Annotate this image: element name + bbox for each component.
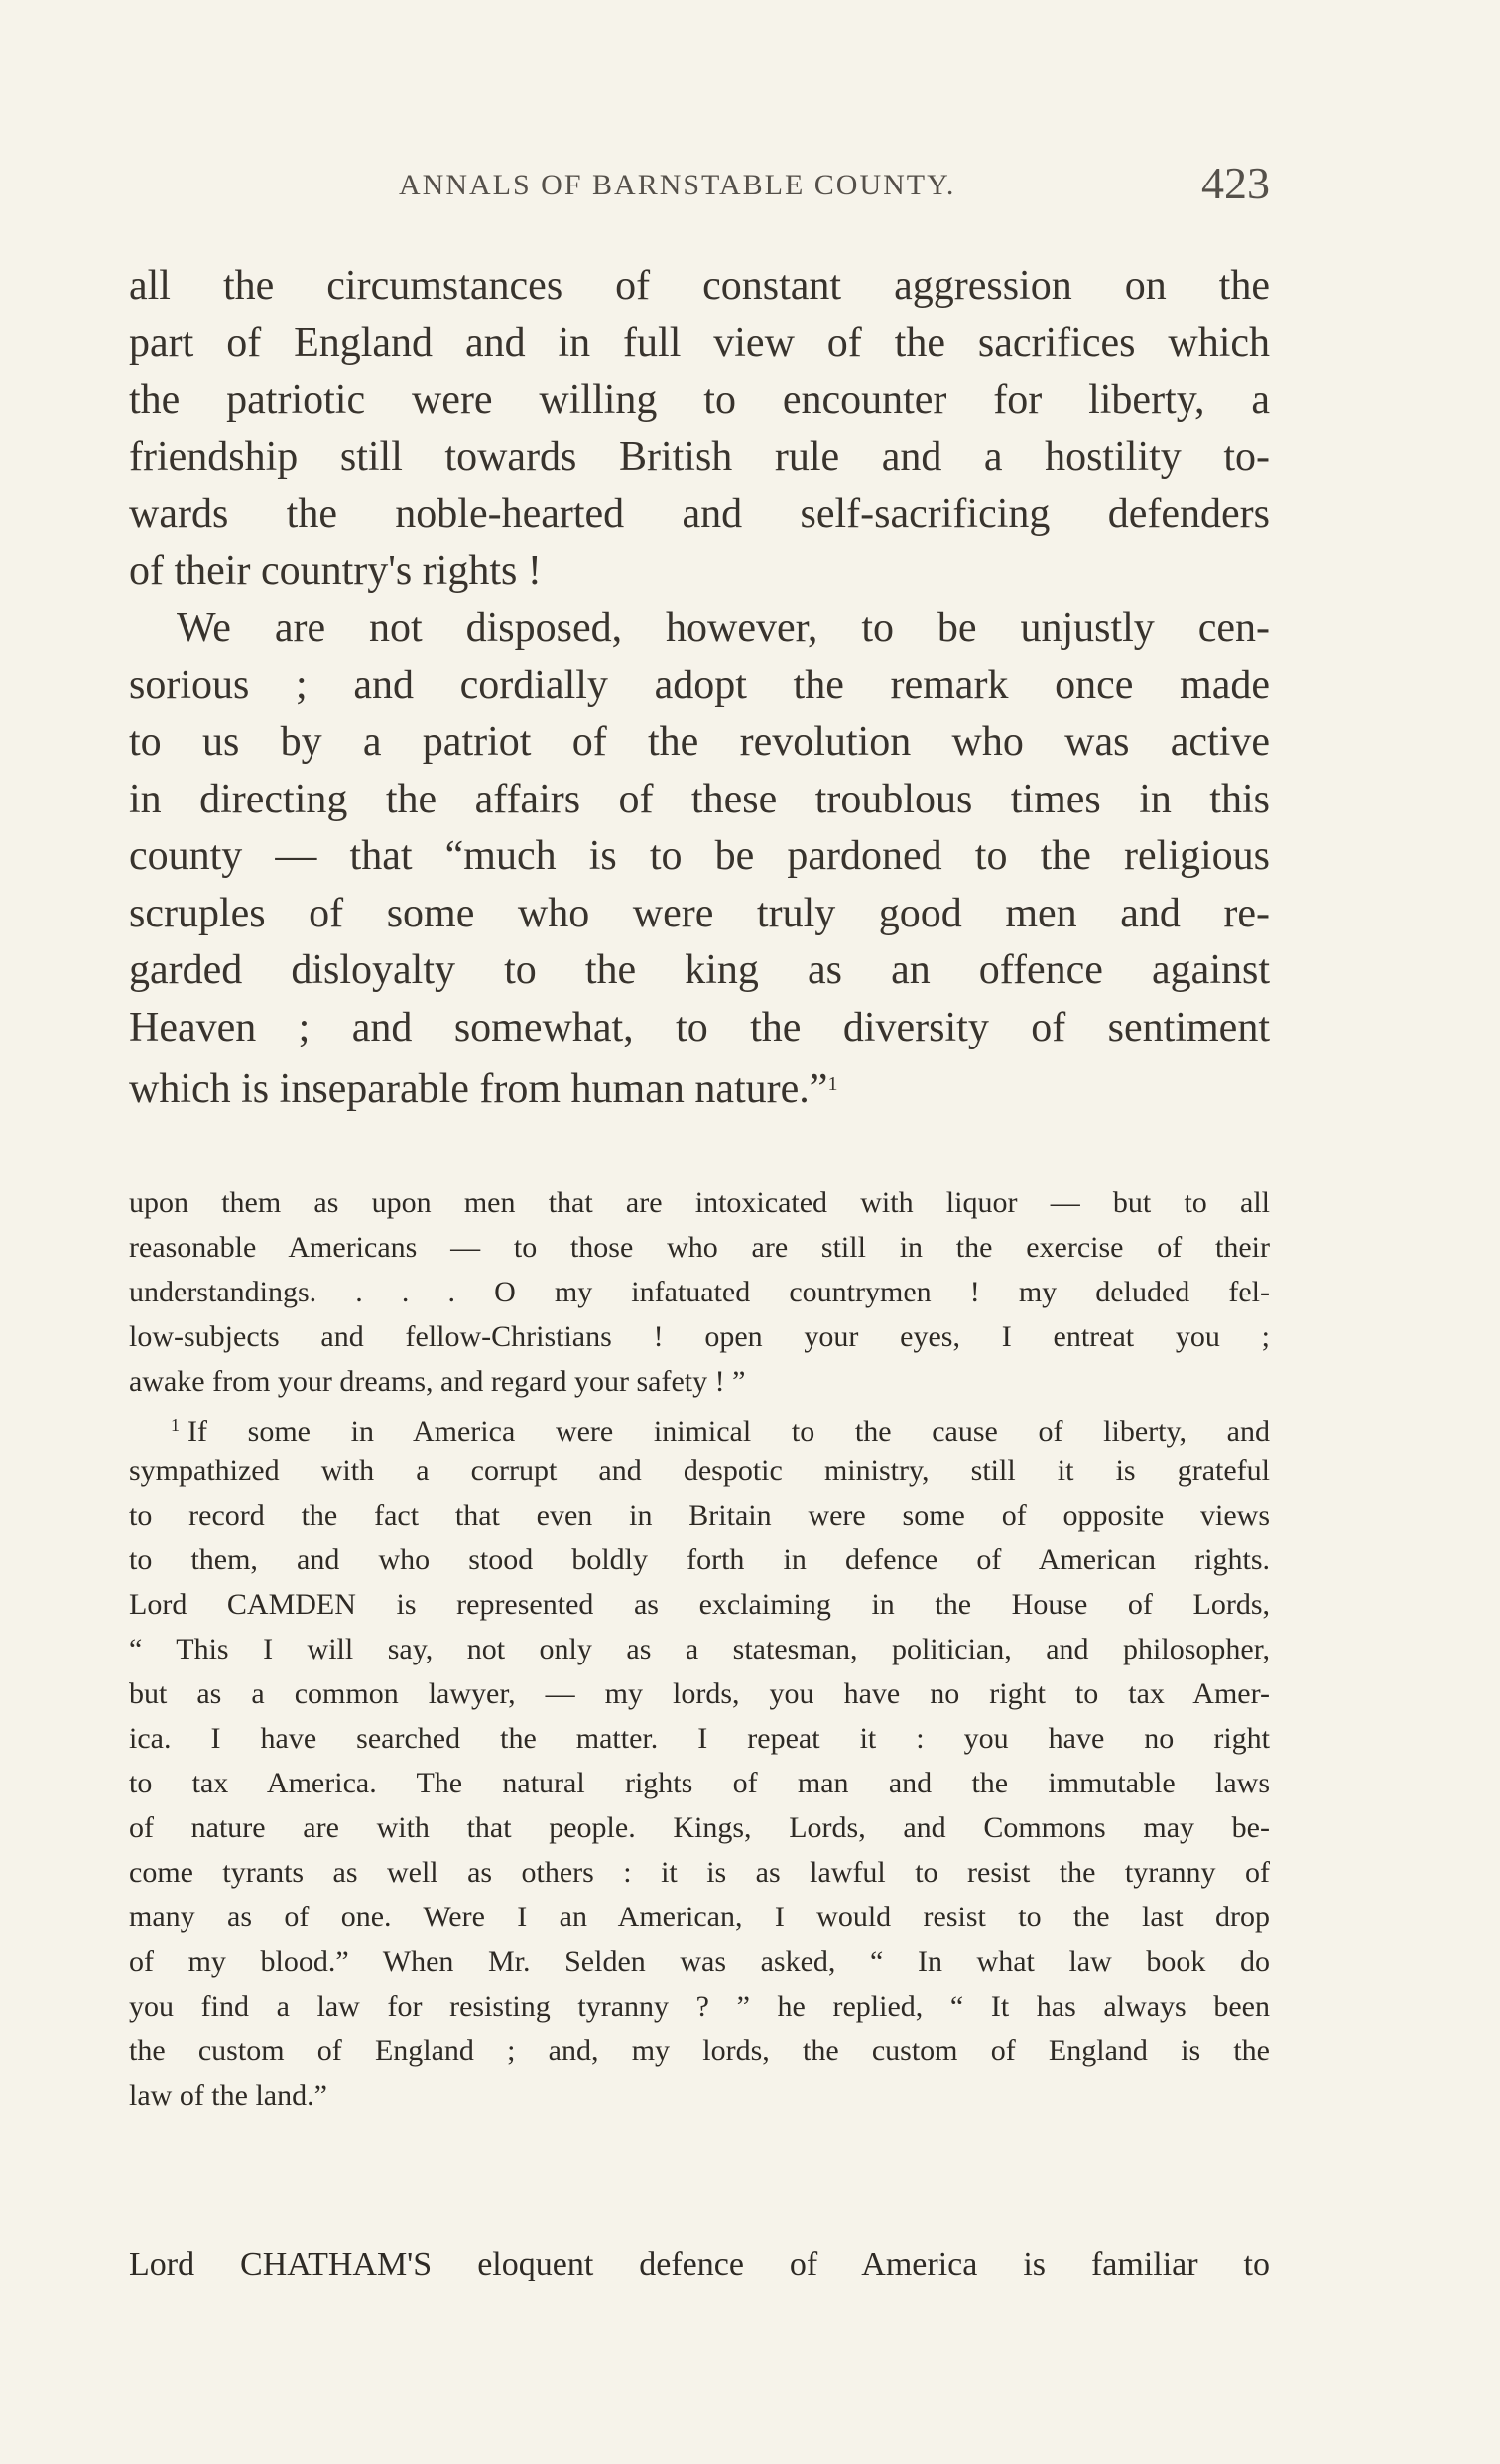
footnote-reference: 1 bbox=[827, 1073, 838, 1095]
footnote-line: many as of one. Were I an American, I would resist to the last drop bbox=[129, 1901, 1270, 1933]
footnote-line: low-subjects and fellow-Christians ! open your eyes, I entreat you ; bbox=[129, 1320, 1270, 1353]
footnote-line: come tyrants as well as others : it is as lawful to resist the tyranny of bbox=[129, 1856, 1270, 1889]
body-line: to us by a patriot of the revolution who was active bbox=[129, 719, 1270, 765]
body-line: part of England and in full view of the sacrifices which bbox=[129, 319, 1270, 366]
footnote-line: but as a common lawyer, — my lords, you have no right to tax Amer- bbox=[129, 1677, 1270, 1710]
footnote-line: “ This I will say, not only as a statesman, politician, and philosopher, bbox=[129, 1633, 1270, 1665]
footnote-line: ica. I have searched the matter. I repeat it : you have no right bbox=[129, 1722, 1270, 1755]
footnote-line: of nature are with that people. Kings, Lords, and Commons may be- bbox=[129, 1811, 1270, 1844]
body-line-text: which is inseparable from human nature.” bbox=[129, 1066, 828, 1112]
footnote-line: understandings. . . . O my infatuated countrymen ! my deluded fel- bbox=[129, 1276, 1270, 1308]
footnote-line: the custom of England ; and, my lords, the custom of England is the bbox=[129, 2034, 1270, 2067]
body-line: garded disloyalty to the king as an offence against bbox=[129, 947, 1270, 993]
footnote-line: awake from your dreams, and regard your safety ! ” bbox=[129, 1365, 746, 1398]
footnote-line: to tax America. The natural rights of man and the immutable laws bbox=[129, 1767, 1270, 1799]
body-line: Heaven ; and somewhat, to the diversity of sentiment bbox=[129, 1004, 1270, 1050]
footnote-line: law of the land.” bbox=[129, 2079, 327, 2112]
footnote-line: sympathized with a corrupt and despotic ministry, still it is grateful bbox=[129, 1454, 1270, 1487]
body-line-final bbox=[129, 1056, 1270, 1114]
main-text bbox=[129, 258, 1270, 1114]
footnote-line: reasonable Americans — to those who are still in the exercise of their bbox=[129, 1231, 1270, 1264]
body-line: in directing the affairs of these troublous times in this bbox=[129, 776, 1270, 822]
footnote-line: Lord CAMDEN is represented as exclaiming in the House of Lords, bbox=[129, 1588, 1270, 1621]
footnote-line: of my blood.” When Mr. Selden was asked, “ In what law book do bbox=[129, 1945, 1270, 1978]
footnotes bbox=[129, 1180, 1270, 2118]
body-line: We are not disposed, however, to be unjustly cen- bbox=[177, 605, 1270, 651]
footnote-marker: 1 bbox=[171, 1416, 180, 1435]
body-line: scruples of some who were truly good men and re- bbox=[129, 890, 1270, 936]
body-line: wards the noble-hearted and self-sacrificing defenders bbox=[129, 491, 1270, 537]
footnote-line: upon them as upon men that are intoxicated with liquor — but to all bbox=[129, 1186, 1270, 1219]
footnote-line: you find a law for resisting tyranny ? ” he replied, “ It has always been bbox=[129, 1990, 1270, 2023]
page-header bbox=[129, 157, 1270, 216]
footnote-line-text: If some in America were inimical to the cause of liberty, and bbox=[188, 1416, 1270, 1448]
footnote-continuation-line: Lord CHATHAM'S eloquent defence of America is familiar to bbox=[129, 2246, 1270, 2282]
footnote-line: to record the fact that even in Britain were some of opposite views bbox=[129, 1499, 1270, 1532]
running-title: ANNALS OF BARNSTABLE COUNTY. bbox=[399, 169, 956, 201]
body-line: of their country's rights ! bbox=[129, 548, 542, 594]
footnote-line: to them, and who stood boldly forth in defence of American rights. bbox=[129, 1543, 1270, 1576]
body-line: friendship still towards British rule and a hostility to- bbox=[129, 433, 1270, 480]
body-line: county — that “much is to be pardoned to the religious bbox=[129, 833, 1270, 879]
page-number: 423 bbox=[1201, 158, 1270, 208]
footnote-1-first-line bbox=[129, 1404, 1270, 1448]
body-line: the patriotic were willing to encounter for liberty, a bbox=[129, 377, 1270, 423]
body-line: all the circumstances of constant aggression on the bbox=[129, 263, 1270, 308]
body-line: sorious ; and cordially adopt the remark once made bbox=[129, 662, 1270, 708]
